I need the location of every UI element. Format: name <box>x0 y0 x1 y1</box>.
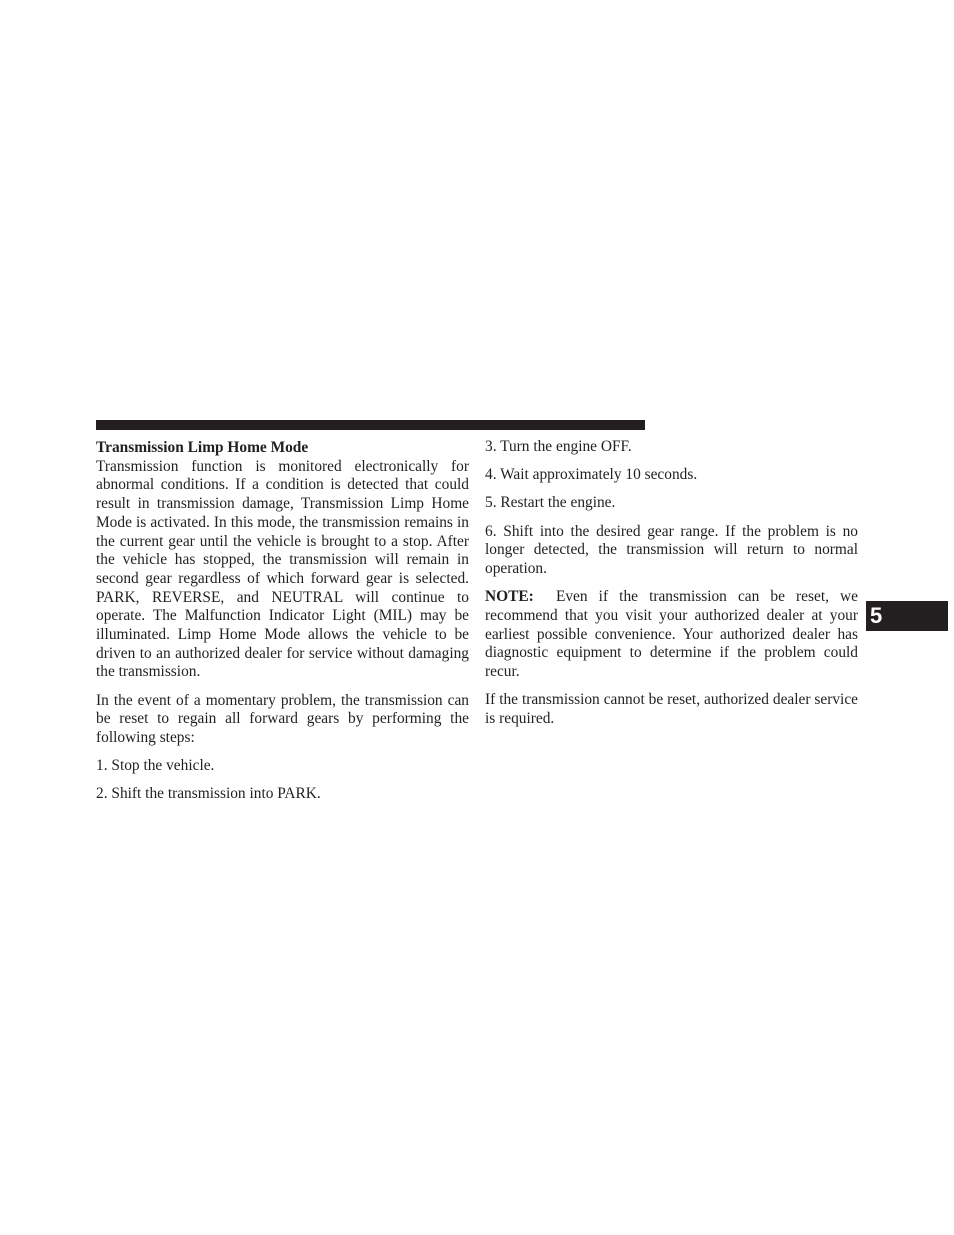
header-rule <box>96 420 645 430</box>
right-column <box>485 438 858 738</box>
note-text: Even if the transmission can be reset, we recommend that you visit your authorized dealer at your earliest possible convenience. Your authorized dealer has diagnostic equipment to determine if the problem could recur. <box>485 588 858 681</box>
step-1: 1. Stop the vehicle. <box>96 757 215 775</box>
note-label: NOTE: <box>485 588 534 606</box>
step-6: 6. Shift into the desired gear range. If the problem is no longer detected, the transmission will return to normal operation. <box>485 522 858 578</box>
chapter-tab <box>866 601 948 631</box>
step-3: 3. Turn the engine OFF. <box>485 438 632 455</box>
left-column <box>96 438 469 814</box>
step-2: 2. Shift the transmission into PARK. <box>96 785 321 803</box>
reset-intro-paragraph: In the event of a momentary problem, the transmission can be reset to regain all forward gears by performing the following steps: <box>96 691 469 747</box>
closing-paragraph: If the transmission cannot be reset, authorized dealer service is required. <box>485 691 858 727</box>
step-4: 4. Wait approximately 10 seconds. <box>485 466 698 484</box>
chapter-number: 5 <box>870 603 883 628</box>
note-paragraph <box>485 588 858 682</box>
section-heading: Transmission Limp Home Mode <box>96 439 309 456</box>
step-5: 5. Restart the engine. <box>485 494 616 512</box>
limp-mode-description: Transmission function is monitored electronically for abnormal conditions. If a condition is detected that could result in transmission damage, Transmission Limp Home Mode is activated. In this mode, the transmission remains in the current gear until the vehicle is brought to a stop. After the vehicle has stopped, the transmission will remain in second gear regardless of which forward gear is selected. PARK, REVERSE, and NEUTRAL will continue to operate. The Malfunction Indicator Light (MIL) may be illuminated. Limp Home Mode allows the vehicle to be driven to an authorized dealer for service without damaging the transmission. <box>96 457 469 681</box>
